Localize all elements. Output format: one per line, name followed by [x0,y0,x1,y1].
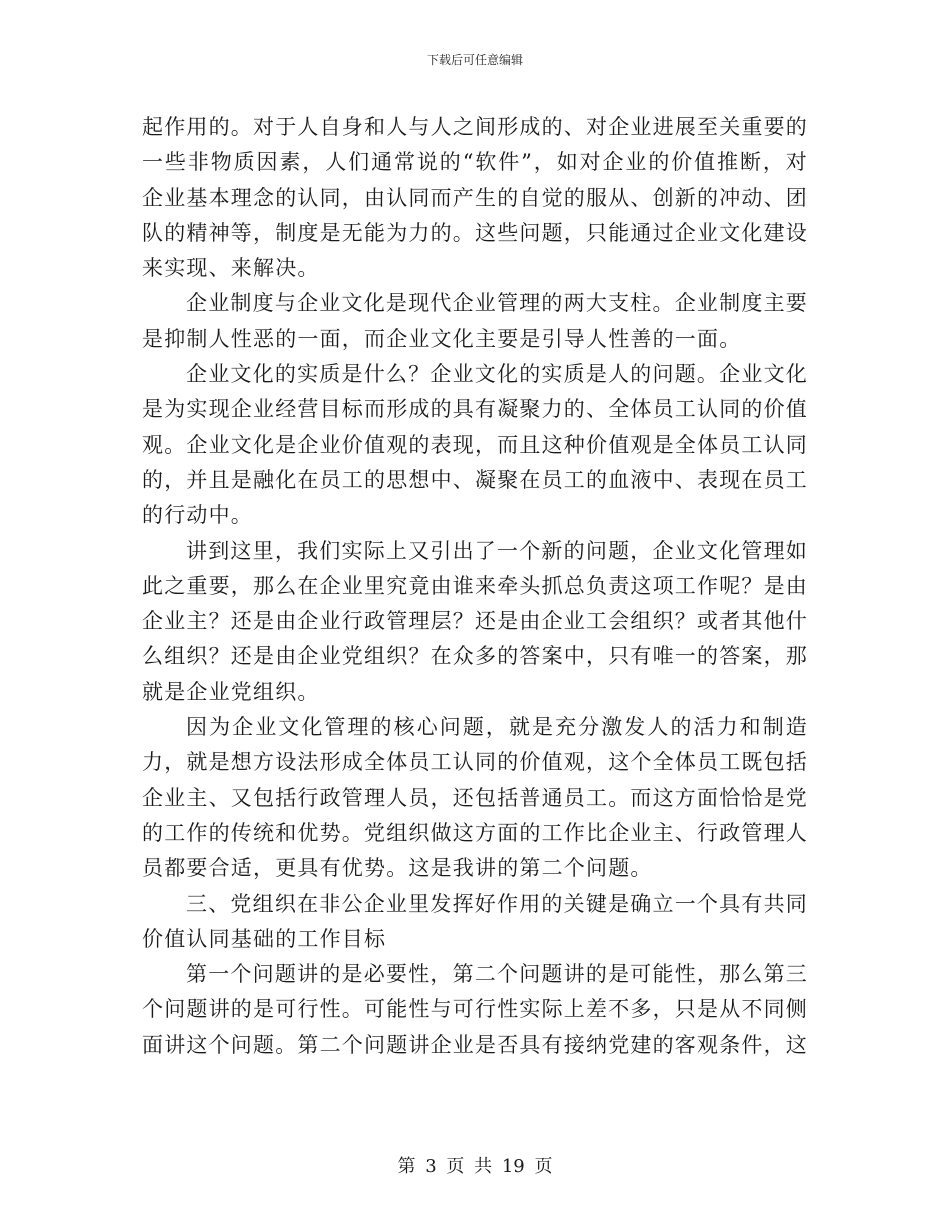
paragraph: 讲到这里，我们实际上又引出了一个新的问题，企业文化管理如此之重要，那么在企业里究竟由谁来牵头抓总负责这项工作呢？是由企业主？还是由企业行政管理层？还是由企业工会组织？或者其他什么组织？还是由企业党组织？在众多的答案中，只有唯一的答案，那就是企业党组织。 [142,538,808,704]
page-header: 下载后可任意编辑 [426,53,523,67]
paragraph: 企业文化的实质是什么？企业文化的实质是人的问题。企业文化是为实现企业经营目标而形成的具有凝聚力的、全体员工认同的价值观。企业文化是企业价值观的表现，而且这种价值观是全体员工认同的，并且是融化在员工的思想中、凝聚在员工的血液中、表现在员工的行动中。 [142,362,808,528]
paragraph: 因为企业文化管理的核心问题，就是充分激发人的活力和制造力，就是想方设法形成全体员工认同的价值观，这个全体员工既包括企业主、又包括行政管理人员，还包括普通员工。而这方面恰恰是党的工作的传统和优势。党组织做这方面的工作比企业主、行政管理人员都要合适，更具有优势。这是我讲的第二个问题。 [142,715,808,881]
section-heading: 三、党组织在非公企业里发挥好作用的关键是确立一个具有共同价值认同基础的工作目标 [142,891,808,951]
paragraph: 第一个问题讲的是必要性，第二个问题讲的是可能性，那么第三个问题讲的是可行性。可能性与可行性实际上差不多，只是从不同侧面讲这个问题。第二个问题讲企业是否具有接纳党建的客观条件，这 [142,962,808,1057]
document-body [142,110,808,1063]
paragraph: 企业制度与企业文化是现代企业管理的两大支柱。企业制度主要是抑制人性恶的一面，而企业文化主要是引导人性善的一面。 [142,291,808,351]
paragraph: 起作用的。对于人自身和人与人之间形成的、对企业进展至关重要的一些非物质因素，人们通常说的“软件”，如对企业的价值推断，对企业基本理念的认同，由认同而产生的自觉的服从、创新的冲动、团队的精神等，制度是无能为力的。这些问题，只能通过企业文化建设来实现、来解决。 [142,115,808,281]
page-number-footer: 第 3 页 共 19 页 [397,1156,553,1177]
